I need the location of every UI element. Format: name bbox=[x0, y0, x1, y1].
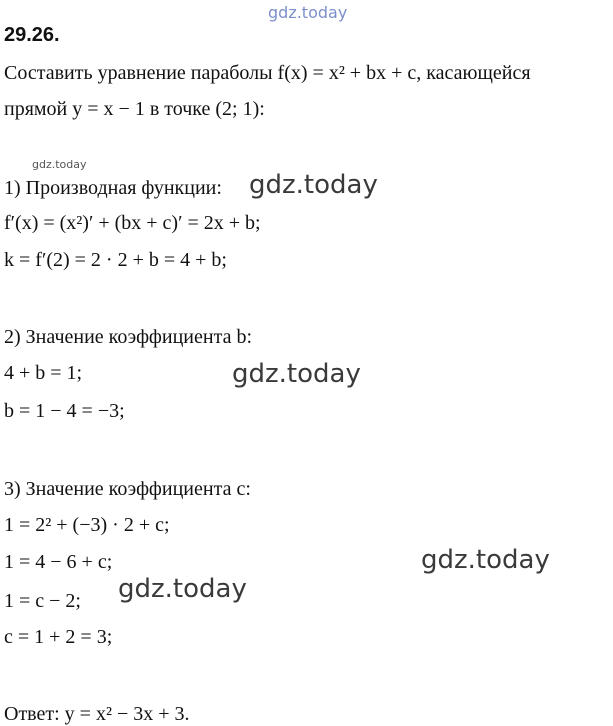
problem-statement-line-1: Составить уравнение параболы f(x) = x² + bx + c, касающейся bbox=[4, 62, 531, 84]
watermark-big-4: gdz.today bbox=[118, 574, 247, 604]
watermark-top: gdz.today bbox=[268, 3, 348, 22]
step1-title: 1) Производная функции: bbox=[4, 177, 222, 199]
step3-title: 3) Значение коэффициента c: bbox=[4, 478, 251, 500]
step2-title: 2) Значение коэффициента b: bbox=[4, 326, 252, 348]
step3-line-4: c = 1 + 2 = 3; bbox=[4, 626, 113, 648]
step2-line-2: b = 1 − 4 = −3; bbox=[4, 400, 125, 422]
answer: Ответ: y = x² − 3x + 3. bbox=[4, 703, 190, 725]
step3-line-2: 1 = 4 − 6 + c; bbox=[4, 551, 113, 573]
problem-statement-line-2: прямой y = x − 1 в точке (2; 1): bbox=[4, 98, 265, 120]
step2-line-1: 4 + b = 1; bbox=[4, 362, 83, 384]
watermark-big-1: gdz.today bbox=[249, 170, 378, 200]
problem-number: 29.26. bbox=[4, 24, 60, 46]
watermark-small: gdz.today bbox=[32, 158, 87, 171]
step3-line-1: 1 = 2² + (−3) · 2 + c; bbox=[4, 514, 170, 536]
watermark-big-3: gdz.today bbox=[421, 545, 550, 575]
step3-line-3: 1 = c − 2; bbox=[4, 590, 81, 612]
step1-line-2: k = f′(2) = 2 · 2 + b = 4 + b; bbox=[4, 249, 227, 271]
watermark-big-2: gdz.today bbox=[232, 359, 361, 389]
step1-line-1: f′(x) = (x²)′ + (bx + c)′ = 2x + b; bbox=[4, 212, 261, 234]
